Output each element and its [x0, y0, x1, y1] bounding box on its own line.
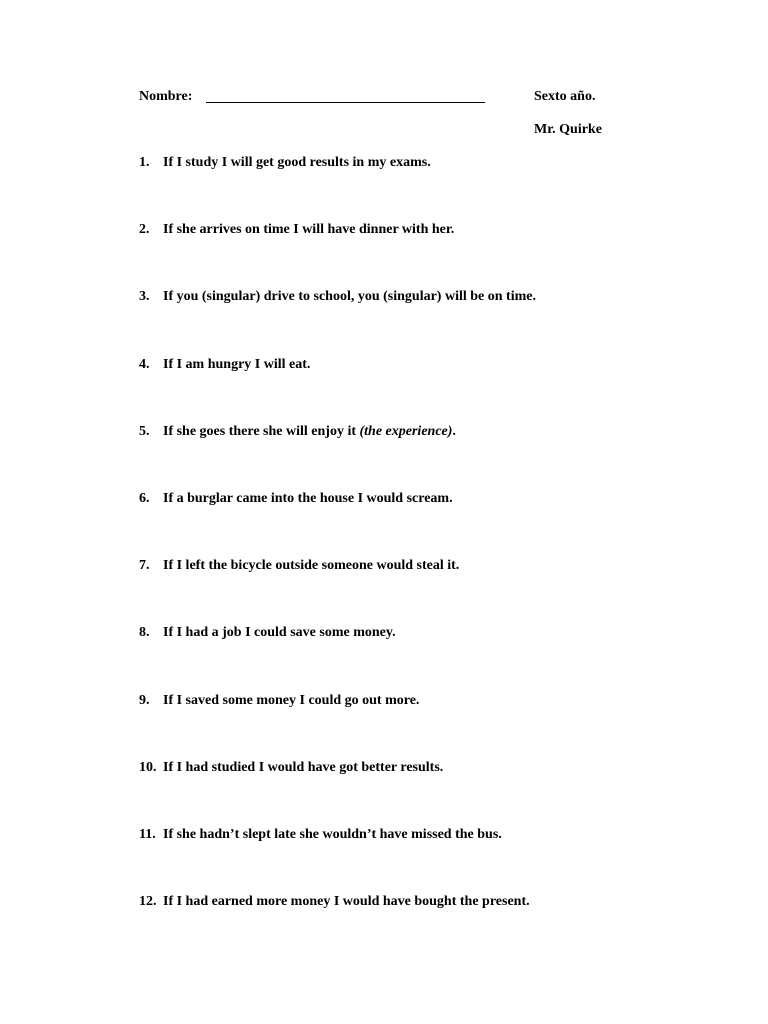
- question-item: [139, 691, 699, 758]
- question-item: [139, 825, 699, 892]
- question-item: [139, 153, 699, 220]
- question-item: [139, 489, 699, 556]
- header-row: [139, 87, 619, 107]
- question-number: 4.: [139, 356, 150, 372]
- question-item: [139, 623, 699, 690]
- question-text: If I had a job I could save some money.: [163, 625, 396, 641]
- question-number: 3.: [139, 289, 150, 305]
- question-item: [139, 287, 699, 354]
- question-italic-note: (the experience): [359, 423, 453, 439]
- question-text: If a burglar came into the house I would scream.: [163, 490, 453, 506]
- question-number: 5.: [139, 423, 150, 439]
- question-number: 7.: [139, 558, 150, 574]
- question-item: [139, 892, 699, 959]
- question-list: [139, 153, 699, 959]
- question-text: If she goes there she will enjoy it: [163, 423, 360, 439]
- name-label: Nombre:: [139, 89, 193, 104]
- question-text: If I left the bicycle outside someone would steal it.: [163, 558, 460, 574]
- question-text: If I study I will get good results in my exams.: [163, 155, 431, 170]
- question-text: If you (singular) drive to school, you (singular) will be on time.: [163, 289, 536, 305]
- question-number: 9.: [139, 692, 150, 708]
- name-blank-line: [206, 102, 485, 103]
- question-text: If I had studied I would have got better results.: [163, 759, 444, 775]
- question-tail: .: [452, 423, 456, 439]
- question-text: If I saved some money I could go out more.: [163, 692, 420, 708]
- question-number: 11.: [139, 826, 156, 842]
- question-item: [139, 758, 699, 825]
- question-number: 2.: [139, 222, 150, 238]
- question-text: If I am hungry I will eat.: [163, 356, 311, 372]
- question-item: [139, 355, 699, 422]
- grade-label: Sexto año.: [534, 89, 596, 104]
- question-number: 1.: [139, 155, 150, 170]
- question-number: 6.: [139, 490, 150, 506]
- question-item: [139, 220, 699, 287]
- question-number: 8.: [139, 625, 150, 641]
- question-item: [139, 556, 699, 623]
- question-text: If I had earned more money I would have bought the present.: [163, 894, 530, 910]
- teacher-name: Mr. Quirke: [534, 122, 602, 137]
- question-number: 12.: [139, 894, 157, 910]
- question-number: 10.: [139, 759, 157, 775]
- question-text: If she hadn’t slept late she wouldn’t have missed the bus.: [163, 826, 502, 842]
- question-item: [139, 422, 699, 489]
- question-text: If she arrives on time I will have dinner with her.: [163, 222, 455, 238]
